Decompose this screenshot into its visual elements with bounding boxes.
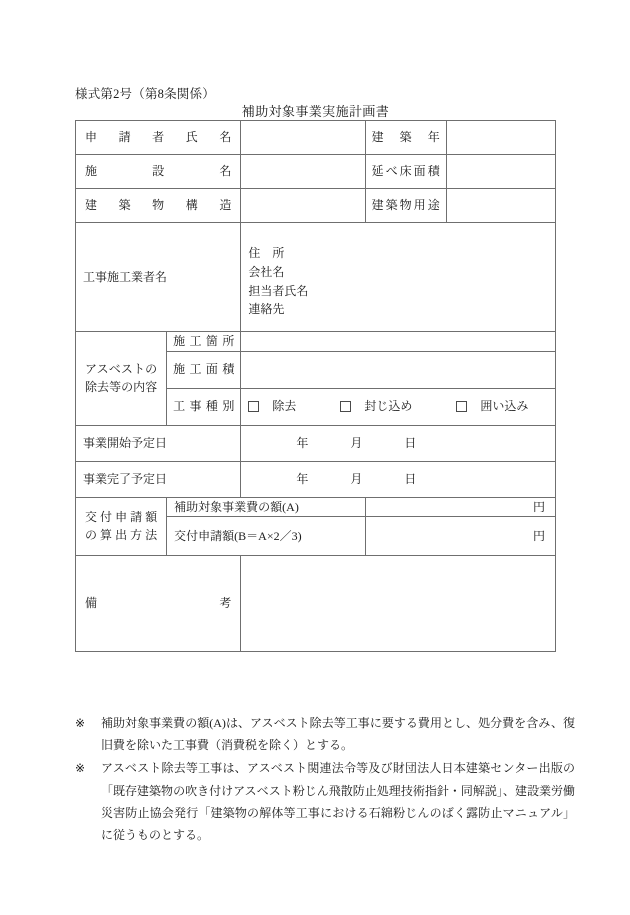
checkbox-label: 囲い込み: [480, 399, 529, 414]
contractor-person-label: 担当者氏名: [248, 283, 309, 298]
table-row: [76, 461, 556, 497]
form-number: 様式第2号（第8条関係）: [75, 87, 215, 101]
label-floor-area: 延べ床面積: [365, 155, 446, 189]
checkbox-icon[interactable]: [340, 401, 351, 412]
contractor-company-label: 会社名: [248, 264, 285, 279]
label-grant-request-amount: 交付申請額(B＝A×2／3): [167, 517, 365, 556]
start-date-year-unit: 年: [296, 435, 309, 450]
field-contractor-details[interactable]: [241, 223, 556, 332]
field-work-type: [241, 388, 556, 425]
field-building-usage[interactable]: [446, 189, 555, 223]
footnotes: [75, 712, 575, 847]
label-build-year: 建築年: [365, 121, 446, 155]
checkbox-icon[interactable]: [456, 401, 467, 412]
field-start-date[interactable]: [241, 425, 556, 461]
page-title: 補助対象事業実施計画書: [241, 104, 390, 119]
checkbox-label: 除去: [272, 399, 297, 414]
footnote-item: [75, 712, 575, 756]
field-grant-request-amount[interactable]: [365, 517, 555, 556]
grant-label-line-2: の算出方法: [85, 528, 158, 543]
label-subsidy-target-amount: 補助対象事業費の額(A): [167, 497, 365, 517]
table-row: [76, 223, 556, 332]
table-row: [76, 425, 556, 461]
field-build-year[interactable]: [446, 121, 555, 155]
reference-mark-icon: ※: [75, 761, 86, 776]
asbestos-label-line-2: 除去等の内容: [85, 380, 158, 395]
checkbox-label: 封じ込め: [364, 399, 413, 414]
label-work-type: 工事種別: [167, 388, 241, 425]
field-remarks[interactable]: [241, 556, 556, 652]
label-applicant-name: 申請者氏名: [76, 121, 241, 155]
table-row: [76, 121, 556, 155]
label-building-usage: 建築物用途: [365, 189, 446, 223]
end-date-day-unit: 日: [404, 471, 417, 486]
checkbox-worktype-encapsulation[interactable]: [340, 397, 412, 416]
end-date-month-unit: 月: [350, 471, 363, 486]
table-row: [76, 189, 556, 223]
field-applicant-name[interactable]: [241, 121, 365, 155]
checkbox-icon[interactable]: [248, 401, 259, 412]
label-start-date: 事業開始予定日: [76, 425, 241, 461]
label-work-area: 施工面積: [167, 351, 241, 388]
field-floor-area[interactable]: [446, 155, 555, 189]
label-facility-name: 施設名: [76, 155, 241, 189]
field-building-structure[interactable]: [241, 189, 365, 223]
start-date-day-unit: 日: [404, 435, 417, 450]
start-date-month-unit: 月: [350, 435, 363, 450]
table-row: [76, 332, 556, 352]
label-work-site: 施工箇所: [167, 332, 241, 352]
label-grant-calculation: [76, 497, 167, 556]
label-contractor: 工事施工業者名: [76, 223, 241, 332]
grant-request-amount-unit: 円: [532, 528, 545, 543]
label-building-structure: 建築物構造: [76, 189, 241, 223]
label-end-date: 事業完了予定日: [76, 461, 241, 497]
field-work-area[interactable]: [241, 351, 556, 388]
footnote-item: [75, 757, 575, 846]
end-date-year-unit: 年: [296, 471, 309, 486]
label-remarks: 備考: [76, 556, 241, 652]
asbestos-label-line-1: アスベストの: [85, 361, 158, 376]
table-row: [76, 556, 556, 652]
table-row: [76, 497, 556, 517]
footnote-text: 補助対象事業費の額(A)は、アスベスト除去等工事に要する費用とし、処分費を含み、復旧費を除いた工事費（消費税を除く）とする。: [101, 716, 575, 753]
reference-mark-icon: ※: [75, 716, 86, 730]
contractor-address-label: 住 所: [248, 246, 285, 261]
checkbox-worktype-enclosure[interactable]: [456, 397, 528, 416]
field-subsidy-target-amount[interactable]: [365, 497, 555, 517]
field-facility-name[interactable]: [241, 155, 365, 189]
checkbox-worktype-removal[interactable]: [248, 397, 296, 416]
label-asbestos-content: [76, 332, 167, 426]
table-row: [76, 155, 556, 189]
contractor-contact-label: 連絡先: [248, 302, 285, 317]
application-plan-table: [75, 120, 556, 652]
grant-label-line-1: 交付申請額: [85, 509, 158, 524]
subsidy-target-amount-unit: 円: [532, 499, 545, 514]
footnote-text: アスベスト除去等工事は、アスベスト関連法令等及び財団法人日本建築センター出版の「既存建築物の吹き付けアスベスト粉じん飛散防止処理技術指針・同解説」、建設業労働災害防止協会発行「建築物の解体等工事における石綿粉じんのばく露防止マニュアル」に従うものとする。: [101, 761, 575, 842]
field-work-site[interactable]: [241, 332, 556, 352]
field-end-date[interactable]: [241, 461, 556, 497]
